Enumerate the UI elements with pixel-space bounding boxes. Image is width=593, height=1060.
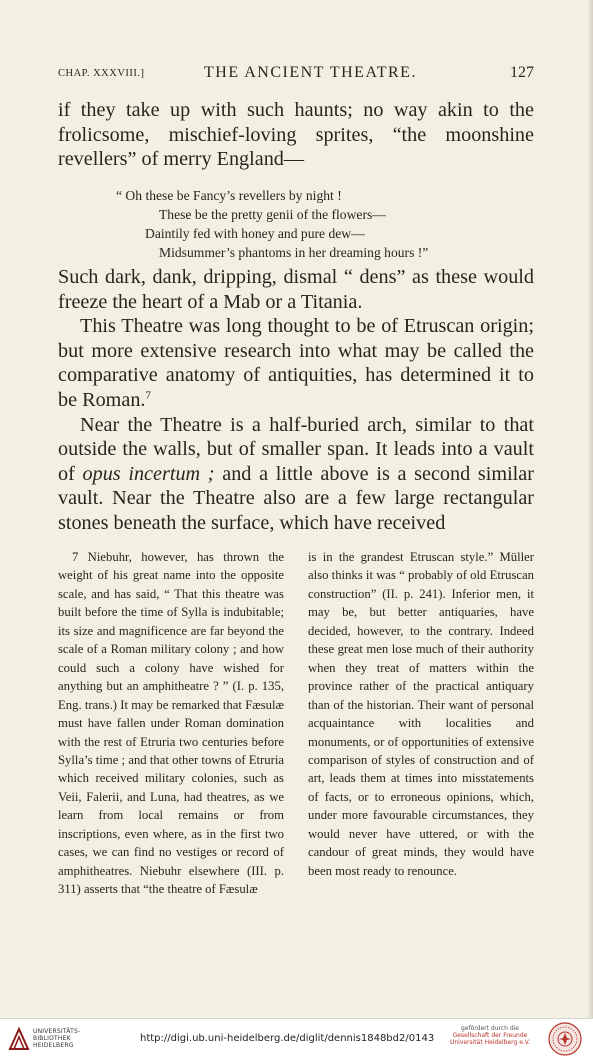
paragraph-3-text: This Theatre was long thought to be of Etruscan origin; but more extensive research into what may be called the comparative anatomy of antiquities, has determined it to be Roman. [58, 315, 534, 411]
footnote-column-left [58, 548, 284, 899]
footnote-ref: 7 [145, 389, 151, 402]
verse-line-1: “ Oh these be Fancy’s revellers by night ! [116, 188, 342, 203]
verse-quotation [116, 186, 496, 262]
viewer-footer [0, 1018, 593, 1060]
library-name: UNIVERSITÄTS- BIBLIOTHEK HEIDELBERG [33, 1028, 81, 1049]
page-edge-shadow [587, 0, 593, 1018]
main-text [58, 265, 534, 536]
running-title: THE ANCIENT THEATRE. [204, 64, 417, 81]
footnote-column-right [308, 548, 534, 880]
paragraph-4-text-a: Near the Theatre is a half-buried arch, similar to that outside the walls, but of smaller span. It leads into a vault of [58, 413, 534, 485]
running-header [58, 64, 534, 86]
permalink-url[interactable]: http://digi.ub.uni-heidelberg.de/diglit/dennis1848bd2/0143 [140, 1033, 435, 1044]
verse-line-2: These be the pretty genii of the flowers— [159, 207, 386, 222]
page-number: 127 [510, 64, 534, 81]
paragraph-1 [58, 98, 534, 172]
verse-line-4: Midsummer’s phantoms in her dreaming hours !” [159, 245, 429, 260]
verse-line-3: Daintily fed with honey and pure dew— [145, 226, 365, 241]
footnote-right-text: is in the grandest Etruscan style.” Müller also thinks it was “ probably of old Etruscan construction” (II. p. 241). Inferior men, it may be, but better antiquaries, have decided, however, to the contrary. Indeed these great men lose much of their authority when they treat of matters within the province rather of the practical antiquary than of the historian. Their want of personal acquaintance with localities and monuments, or of opportunities of extensive comparison of styles of construction and of art, leads them at times into misstatements of facts, or to erroneous opinions, which, under more favourable circumstances, they would never have uttered, or with the candour of great minds, they would have been most ready to renounce. [308, 550, 534, 878]
footnote-left-text: 7 Niebuhr, however, has thrown the weight of his great name into the opposite scale, and has said, “ That this theatre was built before the time of Sylla is indubitable; its size and magnificence are far beyond the scale of a Roman military colony ; and how could such a colony have wished for anything but an amphitheatre ? ” (I. p. 135, Eng. trans.) It may be remarked that Fæsulæ must have fallen under Roman domination with the rest of Etruria two centuries before Sylla’s time ; and that other towns of Etruria which received military colonies, such as Veii, Falerii, and Luna, had theatres, as we learn from local remains or from inscriptions, even where, as in the first two cases, we can find no vestiges or record of amphitheatres. Niebuhr elsewhere (III. p. 311) asserts that “the theatre of Fæsulæ [58, 550, 284, 897]
paragraph-4-text-b: and a little above is a second similar vault. Near the Theatre also are a few large rectangular stones beneath the surface, which have received [58, 462, 534, 534]
chapter-label: CHAP. XXXVIII.] [58, 68, 145, 79]
university-seal-icon[interactable] [548, 1022, 582, 1056]
paragraph-4-italic: opus incertum ; [82, 462, 215, 485]
paragraph-1-text: if they take up with such haunts; no way akin to the frolicsome, mischief-loving sprites, “the moonshine revellers” of merry England— [58, 99, 534, 171]
library-logo-icon[interactable] [8, 1027, 30, 1051]
paragraph-3 [58, 314, 534, 412]
paragraph-4 [58, 413, 534, 536]
sponsor-text: gefördert durch die Gesellschaft der Freunde Universität Heidelberg e.V. [449, 1025, 531, 1046]
paragraph-2: Such dark, dank, dripping, dismal “ dens” as these would freeze the heart of a Mab or a Titania. [58, 266, 534, 313]
